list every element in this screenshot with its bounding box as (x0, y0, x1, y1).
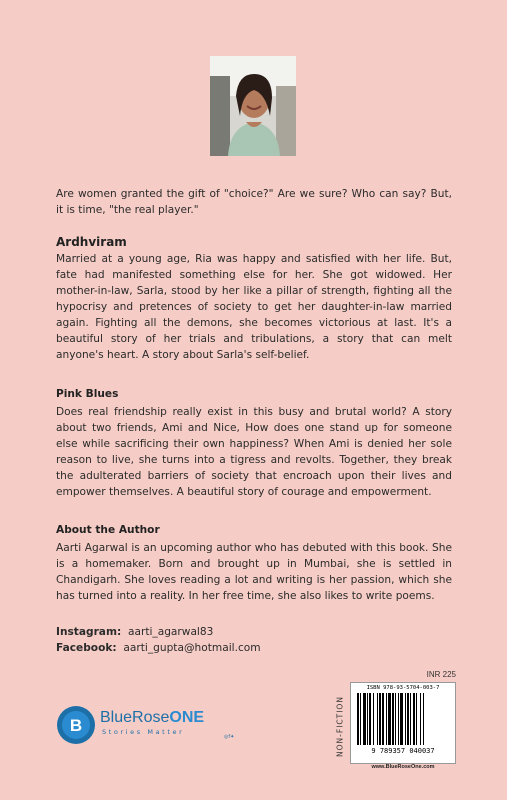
publisher-name (100, 709, 204, 727)
publisher-tagline: Stories Matter (102, 728, 185, 736)
category-label (334, 688, 346, 770)
section-body-pink-blues (56, 404, 452, 500)
section-title-about-author: About the Author (56, 524, 160, 536)
section-title-pink-blues: Pink Blues (56, 388, 119, 400)
author-photo (210, 56, 296, 156)
section-body-about-author (56, 540, 452, 604)
twitter-icon: ✦ (230, 734, 235, 740)
intro-text: Are women granted the gift of "choice?" Are we sure? Who can say? But, it is time, "the real player." (56, 188, 452, 216)
publisher-logo (56, 705, 276, 745)
facebook-handle[interactable]: aarti_gupta@hotmail.com (123, 642, 261, 654)
publisher-name-accent: ONE (169, 709, 205, 726)
facebook-line (56, 642, 261, 654)
ardhviram-text: Married at a young age, Ria was happy and satisfied with her life. But, fate had manifested something else for her. She got widowed. Her mother-in-law, Sarla, stood by her like a pillar of strength, fighting all the hypocrisy and pretences of society to get her daughter-in-law married again. Fighting all the demons, she becomes victorious at last. It's a beautiful story of her trials and tribulations, a story that can melt anyone's heart. A story about Sarla's self-belief. (56, 253, 452, 361)
facebook-label: Facebook: (56, 642, 117, 654)
publisher-name-main: BlueRose (100, 709, 170, 726)
about-author-text: Aarti Agarwal is an upcoming author who has debuted with this book. She is a homemaker. Born and brought up in Mumbai, she is settled in Chandigarh. She loves reading a lot and writing is her passion, which she has turned into a reality. In her free time, she also likes to write poems. (56, 542, 452, 602)
publisher-logo-icon (56, 705, 96, 745)
section-body-ardhviram (56, 251, 452, 363)
pink-blues-text: Does real friendship really exist in this busy and brutal world? A story about two friends, Ami and Nice, How does one stand up for someone else while sacrificing their own happiness? When Ami is denied her sole reason to live, she turns into a tigress and revolts. Together, they break the adulterated barriers of society that encroach upon their lives and empower themselves. A beautiful story of courage and empowerment. (56, 406, 452, 498)
facebook-icon: f (228, 734, 231, 740)
section-title-ardhviram: Ardhviram (56, 235, 127, 249)
intro-paragraph (56, 186, 452, 218)
instagram-icon: ◎ (224, 734, 229, 740)
barcode-bars (355, 693, 451, 747)
barcode-number: 9 789357 040037 (371, 747, 435, 755)
svg-text:B: B (69, 716, 83, 735)
social-icons (224, 734, 234, 740)
barcode-area (330, 670, 456, 770)
instagram-handle[interactable]: aarti_agarwal83 (127, 626, 214, 638)
publisher-website[interactable]: www.BlueRoseOne.com (371, 764, 435, 770)
isbn-text: ISBN 978-93-5704-003-7 (366, 685, 440, 691)
price-label: INR 225 (426, 670, 456, 679)
instagram-label: Instagram: (56, 626, 122, 638)
instagram-line (56, 626, 213, 638)
barcode (350, 682, 456, 764)
category-text: NON-FICTION (335, 696, 345, 757)
